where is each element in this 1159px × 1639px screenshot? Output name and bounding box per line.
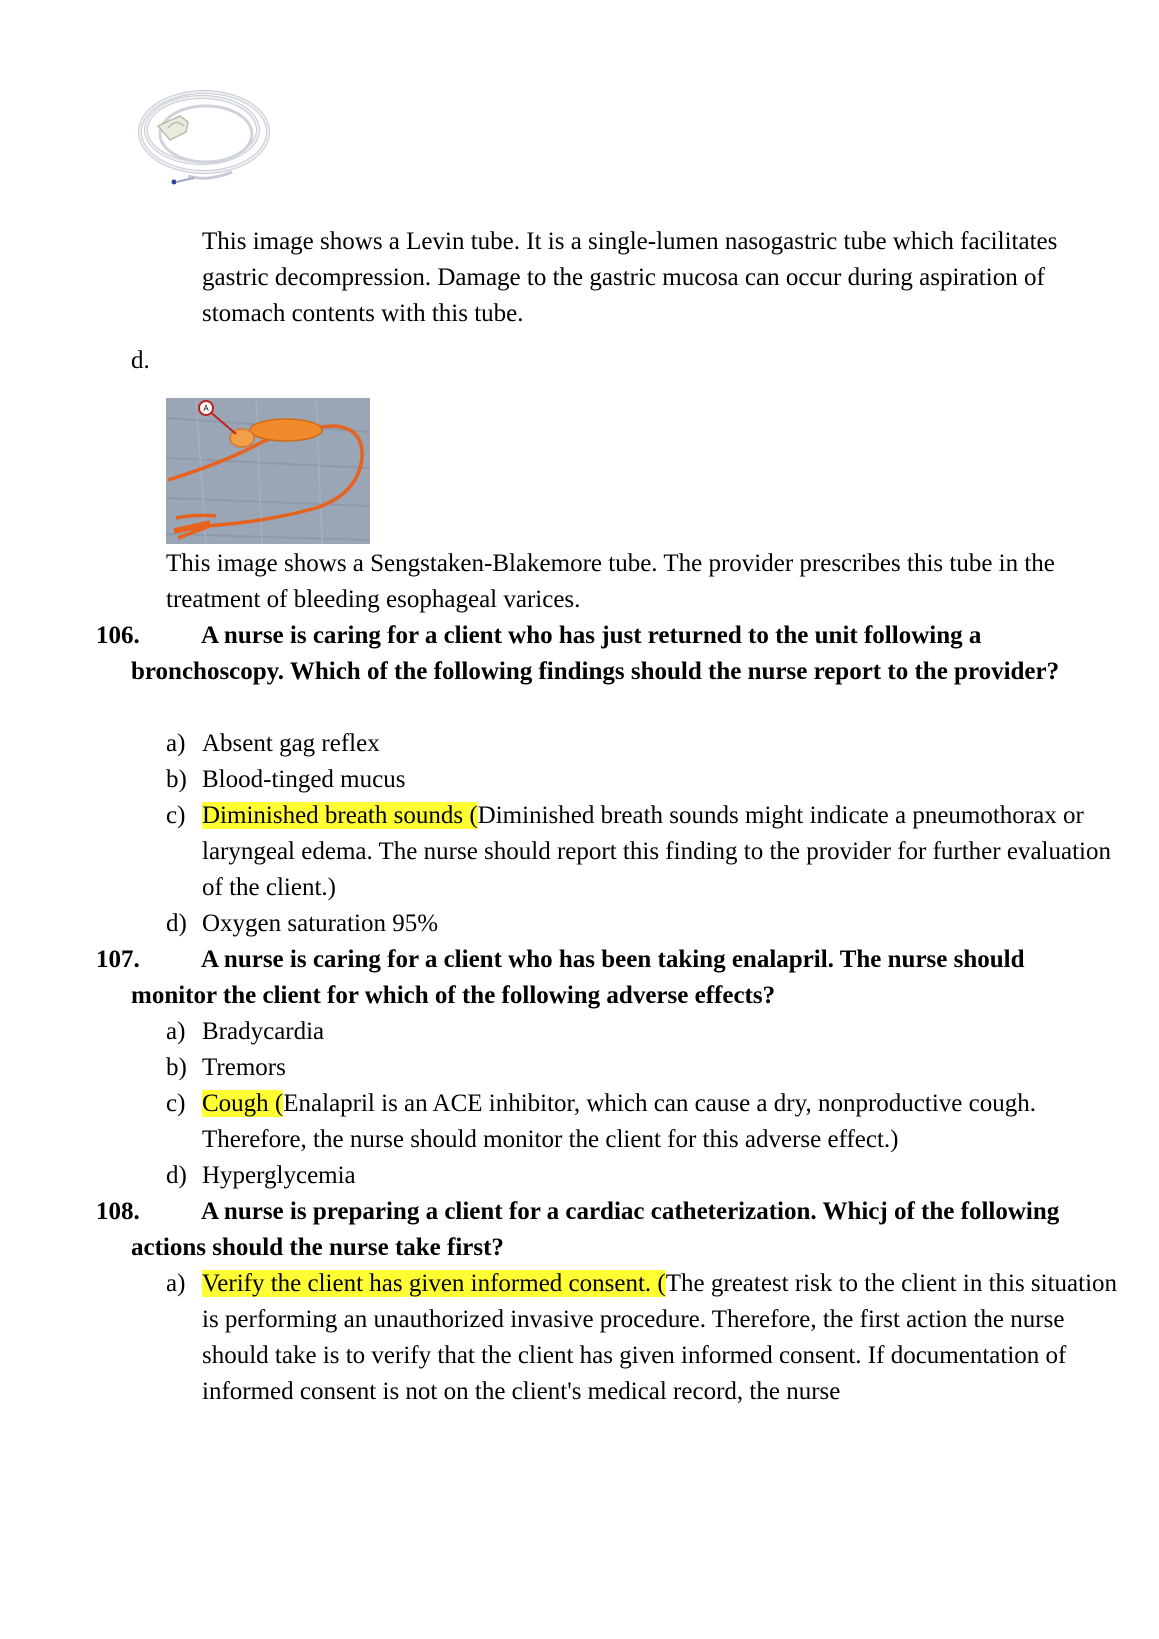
option-label: a) [166,1270,186,1297]
question-number: 107. [96,946,140,973]
option-row [166,906,1126,942]
option-text: Hyperglycemia [202,1162,356,1189]
question-number: 106. [96,622,140,649]
option-text: Absent gag reflex [202,730,380,757]
option-label: a) [166,1018,186,1045]
option-text: Oxygen saturation 95% [202,910,439,937]
question-number: 108. [96,1198,140,1225]
correct-answer-highlight: Verify the client has given informed consent. ( [202,1270,666,1297]
option-label: d) [166,1162,187,1189]
sengstaken-blakemore-description: This image shows a Sengstaken-Blakemore tube. The provider prescribes this tube in the treatment of bleeding esophageal varices. [166,550,1055,613]
levin-tube-image [128,78,278,196]
question-text: A nurse is caring for a client who has been taking enalapril. The nurse should monitor the client for which of the following adverse effects? [131,946,1025,1009]
option-text: Tremors [202,1054,286,1081]
question-text: A nurse is caring for a client who has just returned to the unit following a bronchoscopy. Which of the following findings should the nurse report to the provider? [131,622,1060,685]
option-row [166,1158,1126,1194]
option-row [166,1086,1126,1158]
levin-tube-description: This image shows a Levin tube. It is a single-lumen nasogastric tube which facilitates gastric decompression. Damage to the gastric mucosa can occur during aspiration of stomach contents with this tube. [202,228,1058,327]
option-row [166,1266,1126,1410]
option-label: a) [166,730,186,757]
option-row [166,726,1126,762]
option-text: Bradycardia [202,1018,325,1045]
image-marker: A [203,404,209,413]
option-row [166,762,1126,798]
option-row [166,1014,1126,1050]
option-row [166,1050,1126,1086]
option-label: c) [166,802,186,829]
option-label: b) [166,766,187,793]
correct-answer-highlight: Cough ( [202,1090,284,1117]
option-rationale: Diminished breath sounds might indicate a pneumothorax or laryngeal edema. The nurse should report this finding to the provider for further evaluation of the client.) [202,802,1111,901]
correct-answer-highlight: Diminished breath sounds ( [202,802,478,829]
option-row [166,798,1126,906]
option-label: b) [166,1054,187,1081]
option-label: c) [166,1090,186,1117]
option-label: d) [166,910,187,937]
option-rationale: Enalapril is an ACE inhibitor, which can cause a dry, nonproductive cough. Therefore, the nurse should monitor the client for this adverse effect.) [202,1090,1036,1153]
option-d-label: d. [131,347,150,374]
question-text: A nurse is preparing a client for a cardiac catheterization. Whicj of the following actions should the nurse take first? [131,1198,1060,1261]
option-rationale: The greatest risk to the client in this situation is performing an unauthorized invasive procedure. Therefore, the first action the nurse should take is to verify that the client has given informed consent. If documentation of informed consent is not on the client's medical record, the nurse [202,1270,1118,1405]
sengstaken-blakemore-tube-image [166,398,370,544]
option-text: Blood-tinged mucus [202,766,406,793]
